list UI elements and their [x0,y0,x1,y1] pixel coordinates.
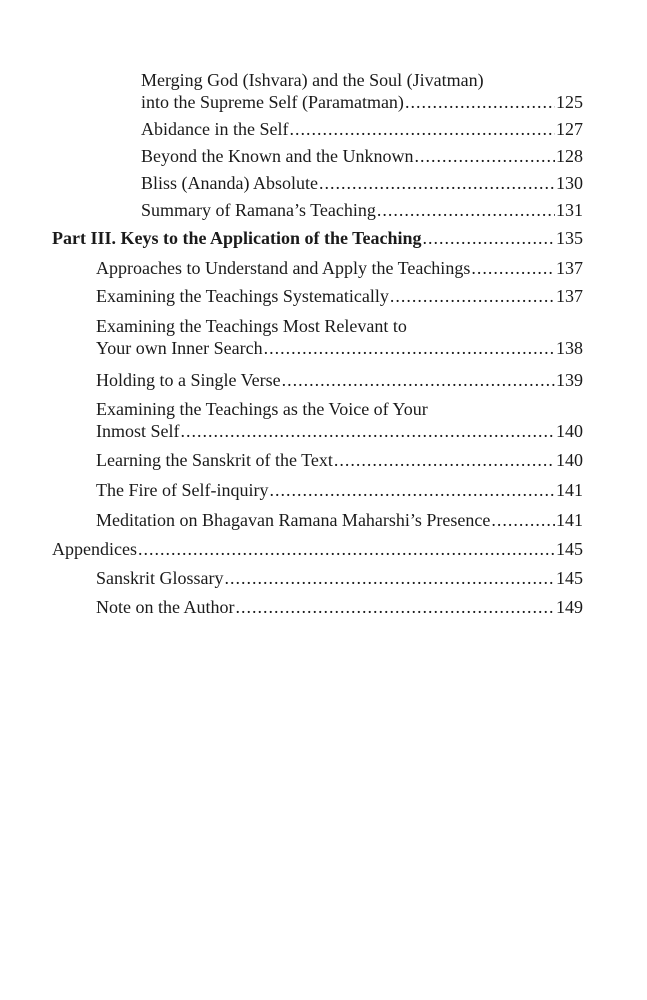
dot-leader [282,369,555,391]
toc-page-number: 149 [556,597,583,617]
toc-entry[interactable] [96,596,583,618]
toc-entry[interactable] [96,479,583,501]
dot-leader [491,509,555,531]
toc-page-number: 139 [556,370,583,390]
toc-entry[interactable] [141,69,583,113]
toc-page-number: 141 [556,480,583,500]
dot-leader [269,479,555,501]
toc-entry-title: Beyond the Known and the Unknown [141,146,414,166]
dot-leader [471,257,555,279]
dot-leader [334,449,555,471]
toc-entry-title: Note on the Author [96,597,235,617]
dot-leader [405,91,555,113]
dot-leader [225,567,556,589]
toc-entry-title: Learning the Sanskrit of the Text [96,450,333,470]
toc-entry-title: into the Supreme Self (Paramatman) [141,92,404,112]
toc-page-number: 140 [556,450,583,470]
dot-leader [264,337,555,359]
toc-page-number: 125 [556,92,583,112]
toc-entry-title: Summary of Ramana’s Teaching [141,200,376,220]
toc-page-number: 137 [556,286,583,306]
toc-entry[interactable] [96,567,583,589]
toc-page-number: 145 [556,539,583,559]
toc-entry-title: The Fire of Self-inquiry [96,480,269,500]
toc-entry[interactable] [96,449,583,471]
dot-leader [390,285,555,307]
toc-page-number: 131 [556,200,583,220]
toc-entry[interactable] [141,145,583,167]
toc-entry[interactable] [141,172,583,194]
toc-entry[interactable] [141,199,583,221]
toc-entry-title: Examining the Teachings Most Relevant to [96,316,407,336]
dot-leader [181,420,556,442]
toc-entry-title: Holding to a Single Verse [96,370,281,390]
toc-page-number: 137 [556,258,583,278]
toc-page-number: 127 [556,119,583,139]
toc-page-number: 145 [556,568,583,588]
toc-entry-title: Inmost Self [96,421,180,441]
toc-entry-title: Meditation on Bhagavan Ramana Maharshi’s Presence [96,510,491,530]
toc-entry-title-line1 [141,69,583,91]
dot-leader [138,538,555,560]
toc-entry-title: Appendices [52,539,137,559]
toc-entry[interactable] [141,118,583,140]
toc-entry-title: Examining the Teachings as the Voice of Your [96,399,428,419]
toc-entry[interactable] [96,315,583,359]
dot-leader [377,199,555,221]
toc-page-number: 140 [556,421,583,441]
toc-entry[interactable] [96,285,583,307]
toc-entry-title: Abidance in the Self [141,119,289,139]
dot-leader [289,118,555,140]
toc-entry-title: Merging God (Ishvara) and the Soul (Jivatman) [141,70,484,90]
dot-leader [319,172,555,194]
toc-page-number: 128 [556,146,583,166]
toc-part-heading[interactable] [52,227,583,249]
toc-entry-title: Bliss (Ananda) Absolute [141,173,318,193]
toc-entry-title: Your own Inner Search [96,338,263,358]
toc-page-number: 130 [556,173,583,193]
toc-page-number: 141 [556,510,583,530]
dot-leader [235,596,555,618]
toc-entry[interactable] [96,257,583,279]
toc-page-number: 138 [556,338,583,358]
toc-section-heading[interactable] [52,538,583,560]
toc-entry[interactable] [96,369,583,391]
toc-entry-title: Sanskrit Glossary [96,568,224,588]
toc-page-number: 135 [556,228,583,248]
toc-entry[interactable] [96,398,583,442]
toc-entry-title: Examining the Teachings Systematically [96,286,389,306]
dot-leader [423,227,555,249]
toc-entry-title: Approaches to Understand and Apply the Teachings [96,258,471,278]
toc-entry[interactable] [96,509,583,531]
toc-entry-title: Part III. Keys to the Application of the Teaching [52,228,422,248]
dot-leader [414,145,555,167]
